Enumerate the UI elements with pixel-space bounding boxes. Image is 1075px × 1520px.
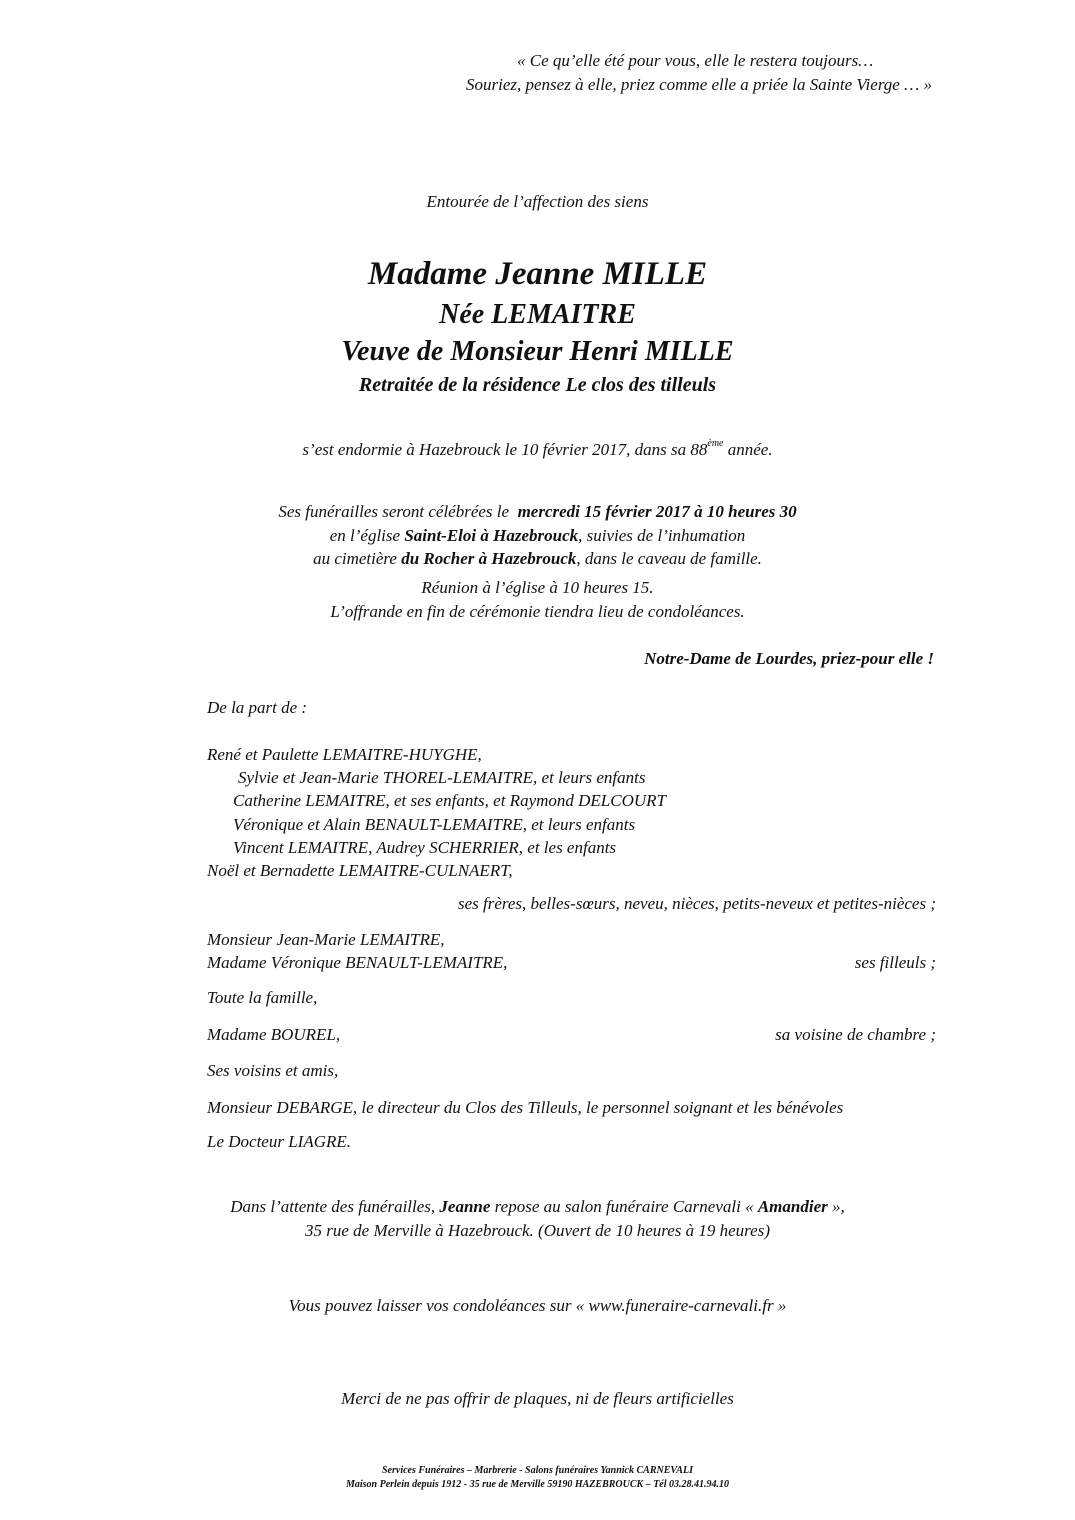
family-member: Catherine LEMAITRE, et ses enfants, et Raymond DELCOURT [233, 791, 666, 810]
no-flowers-line: Merci de ne pas offrir de plaques, ni de fleurs artificielles [341, 1389, 734, 1408]
footer-line-1: Services Funéraires – Marbrerie - Salons funéraires Yannick CARNEVALI [382, 1465, 693, 1476]
rest-line-2: 35 rue de Merville à Hazebrouck. (Ouvert de 10 heures à 19 heures) [304, 1221, 770, 1240]
rest-text-c: repose au salon funéraire Carnevali « [490, 1197, 758, 1216]
family-member: Noël et Bernadette LEMAITRE-CULNAERT, [207, 861, 513, 880]
godchild: Monsieur Jean-Marie LEMAITRE, [207, 930, 445, 949]
staff-line: Monsieur DEBARGE, le directeur du Clos des Tilleuls, le personnel soignant et les bénévoles [207, 1098, 844, 1117]
family-member: René et Paulette LEMAITRE-HUYGHE, [207, 745, 482, 764]
epigraph-line-2: Souriez, pensez à elle, priez comme elle a priée la Sainte Vierge … » [466, 75, 932, 94]
family-member: Sylvie et Jean-Marie THOREL-LEMAITRE, et leurs enfants [238, 768, 646, 787]
meeting-time: Réunion à l’église à 10 heures 15. [421, 578, 654, 597]
neighbors-and-friends: Ses voisins et amis, [207, 1061, 339, 1080]
rest-text-a: Dans l’attente des funérailles, [230, 1197, 440, 1216]
deceased-widow-of: Veuve de Monsieur Henri MILLE [341, 336, 734, 367]
footer-line-2: Maison Perlein depuis 1912 - 35 rue de Merville 59190 HAZEBROUCK – Tél 03.28.41.94.10 [345, 1479, 730, 1490]
funeral-church-line [0, 525, 1075, 547]
family-member: Vincent LEMAITRE, Audrey SCHERRIER, et les enfants [233, 838, 617, 857]
death-notice [0, 439, 1075, 461]
funeral-church-suffix: , suivies de l’inhumation [578, 526, 746, 545]
death-notice-suffix: année. [723, 440, 773, 459]
funeral-cemetery: du Rocher à Hazebrouck [401, 549, 577, 568]
funeral-cemetery-prefix: au cimetière [313, 549, 402, 568]
funeral-cemetery-suffix: , dans le caveau de famille. [576, 549, 762, 568]
epigraph-line-1: « Ce qu’elle été pour vous, elle le restera toujours… [517, 51, 874, 70]
rest-line-1 [0, 1196, 1075, 1218]
funeral-date-line [0, 501, 1075, 523]
death-notice-superscript: ème [707, 438, 724, 449]
intro-text: Entourée de l’affection des siens [426, 192, 649, 211]
funeral-date-prefix: Ses funérailles seront célébrées le [278, 502, 518, 521]
whole-family: Toute la famille, [207, 988, 318, 1007]
offering-note: L’offrande en fin de cérémonie tiendra lieu de condoléances. [330, 602, 745, 621]
prayer-line: Notre-Dame de Lourdes, priez-pour elle ! [644, 649, 934, 668]
funeral-cemetery-line [0, 548, 1075, 570]
condolences-line: Vous pouvez laisser vos condoléances sur « www.funeraire-carnevali.fr » [288, 1296, 787, 1315]
godchild: Madame Véronique BENAULT-LEMAITRE, [207, 953, 508, 972]
death-notice-main: s’est endormie à Hazebrouck le 10 février 2017, dans sa 88 [302, 440, 708, 459]
family-relation: ses frères, belles-sœurs, neveu, nièces, petits-neveux et petites-nièces ; [457, 894, 936, 913]
funeral-church: Saint-Eloi à Hazebrouck [404, 526, 579, 545]
neighbor-relation: sa voisine de chambre ; [775, 1025, 936, 1044]
godchildren-relation: ses filleuls ; [854, 953, 936, 972]
family-member: Véronique et Alain BENAULT-LEMAITRE, et leurs enfants [233, 815, 636, 834]
rest-first-name: Jeanne [439, 1197, 491, 1216]
deceased-residence: Retraitée de la résidence Le clos des tilleuls [358, 374, 717, 396]
from-label: De la part de : [207, 698, 308, 717]
deceased-name: Madame Jeanne MILLE [367, 256, 708, 292]
deceased-maiden-name: Née LEMAITRE [439, 299, 636, 330]
funeral-date: mercredi 15 février 2017 à 10 heures 30 [517, 502, 797, 521]
rest-text-e: », [827, 1197, 845, 1216]
rest-salon-name: Amandier [757, 1197, 828, 1216]
funeral-church-prefix: en l’église [329, 526, 405, 545]
doctor-line: Le Docteur LIAGRE. [207, 1132, 352, 1151]
neighbor-name: Madame BOUREL, [207, 1025, 341, 1044]
